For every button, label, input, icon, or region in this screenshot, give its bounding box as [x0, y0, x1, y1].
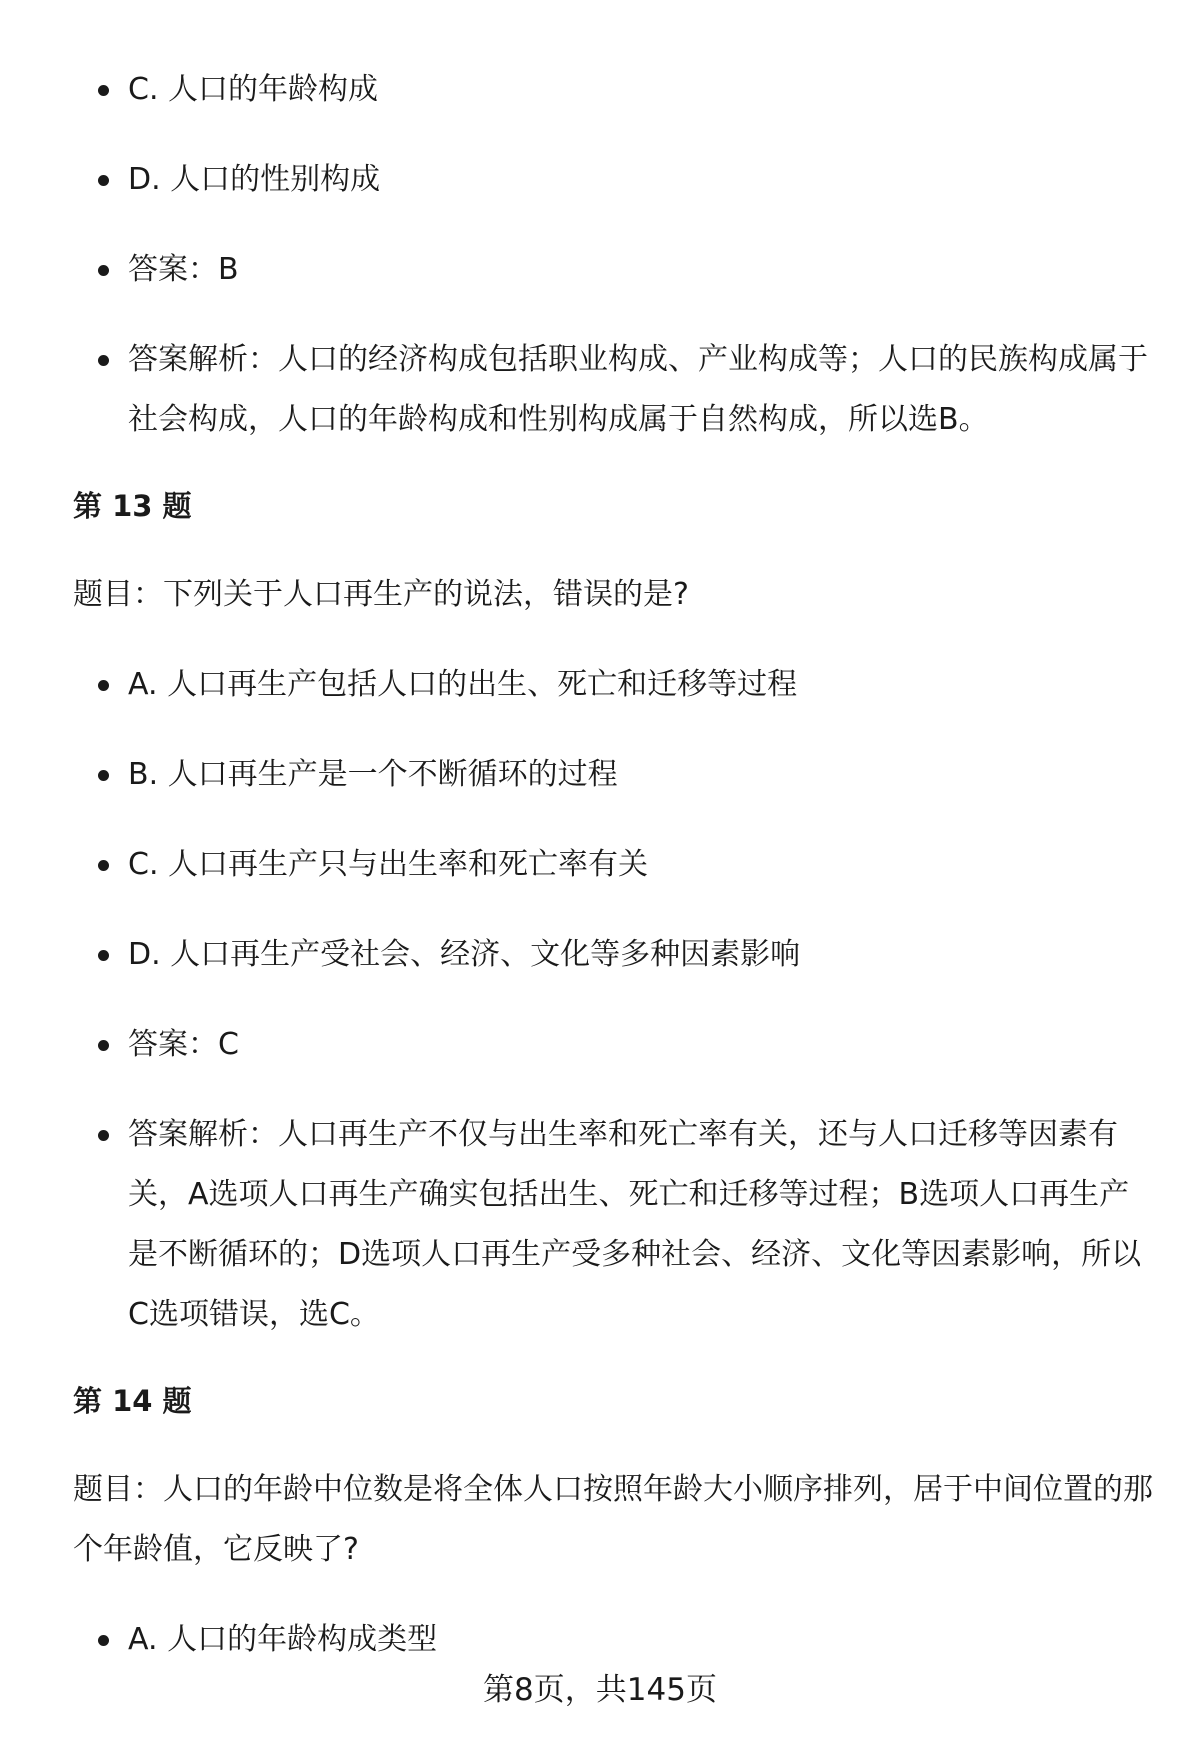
- bullet-icon: [98, 860, 109, 871]
- question-heading: 第 13 题: [73, 489, 192, 523]
- option-text: D. 人口的性别构成: [128, 162, 381, 197]
- bullet-icon: [98, 265, 109, 276]
- list-item: [128, 150, 1153, 210]
- option-text: A. 人口再生产包括人口的出生、死亡和迁移等过程: [128, 667, 798, 702]
- list-item: [128, 330, 1153, 450]
- list-item: [128, 925, 1153, 985]
- bullet-icon: [98, 1635, 109, 1646]
- question-text: 题目：下列关于人口再生产的说法，错误的是?: [73, 577, 689, 612]
- list-item: [128, 240, 1153, 300]
- list-item: [128, 60, 1153, 120]
- option-text: D. 人口再生产受社会、经济、文化等多种因素影响: [128, 937, 801, 972]
- bullet-icon: [98, 175, 109, 186]
- option-text: A. 人口的年龄构成类型: [128, 1622, 438, 1657]
- list-item: [128, 1015, 1153, 1075]
- answer-text: 答案：B: [128, 252, 239, 287]
- answer-text: 答案：C: [128, 1027, 239, 1062]
- option-text: B. 人口再生产是一个不断循环的过程: [128, 757, 618, 792]
- bullet-icon: [98, 355, 109, 366]
- bullet-icon: [98, 1130, 109, 1141]
- list-item: [128, 745, 1153, 805]
- explanation-text: 答案解析：人口再生产不仅与出生率和死亡率有关，还与人口迁移等因素有关，A选项人口再生产确实包括出生、死亡和迁移等过程；B选项人口再生产是不断循环的；D选项人口再生产受多种社会、经济、文化等因素影响，所以C选项错误，选C。: [128, 1117, 1142, 1332]
- option-text: C. 人口的年龄构成: [128, 72, 379, 107]
- bullet-icon: [98, 1040, 109, 1051]
- question-text: 题目：人口的年龄中位数是将全体人口按照年龄大小顺序排列，居于中间位置的那个年龄值，它反映了?: [73, 1472, 1153, 1567]
- list-item: [128, 1105, 1153, 1345]
- list-item: [128, 655, 1153, 715]
- bullet-icon: [98, 680, 109, 691]
- page-number: 第8页，共145页: [483, 1672, 717, 1708]
- list-item: [128, 1610, 1153, 1670]
- bullet-icon: [98, 950, 109, 961]
- option-text: C. 人口再生产只与出生率和死亡率有关: [128, 847, 649, 882]
- explanation-text: 答案解析：人口的经济构成包括职业构成、产业构成等；人口的民族构成属于社会构成，人口的年龄构成和性别构成属于自然构成，所以选B。: [128, 342, 1148, 437]
- bullet-icon: [98, 85, 109, 96]
- question-heading: 第 14 题: [73, 1384, 192, 1418]
- list-item: [128, 835, 1153, 895]
- bullet-icon: [98, 770, 109, 781]
